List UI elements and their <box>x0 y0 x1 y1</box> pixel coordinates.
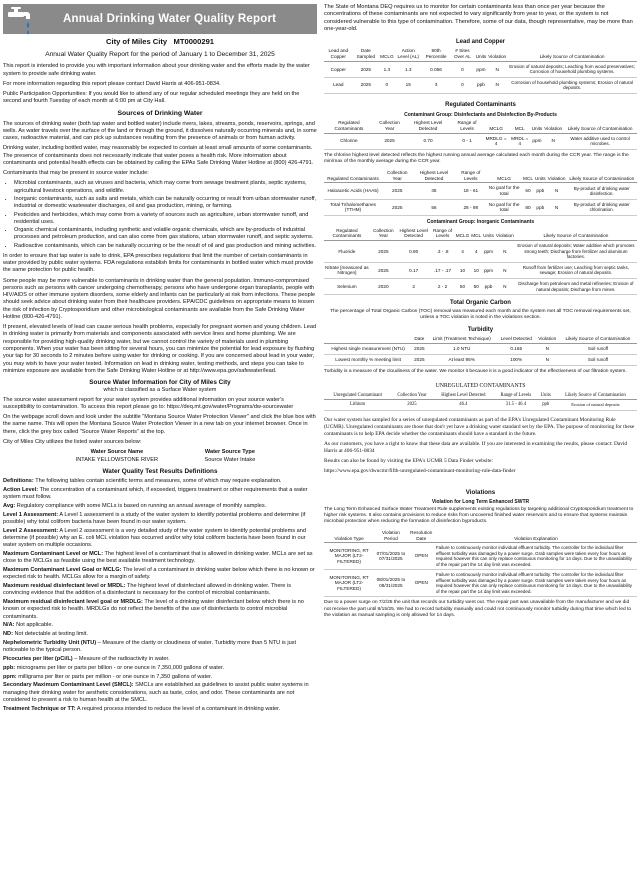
table-cell: 0.80 <box>397 241 430 262</box>
table-header: Water Source Type <box>204 449 255 456</box>
sources-paragraph: The sources of drinking water (both tap water and bottled water) include rivers, lakes, streams, ponds, reservoirs, springs, and wells. As water travels over the surface of the land or through the ground, it dissolves naturally occurring minerals and, in some cases, radioactive material, and can pick up substances resulting from the presence of animals or from human activity. <box>3 120 317 142</box>
definition-term: Level 2 Assessment: <box>3 527 59 534</box>
definition-text: Regulatory compliance with some MCLs is based on running an annual average of monthly samples. <box>16 502 267 509</box>
table-cell: Copper <box>324 61 353 77</box>
definition-item <box>3 631 317 638</box>
system-name <box>3 37 317 47</box>
table-cell: N <box>536 354 559 365</box>
dbp-table <box>324 169 637 216</box>
chlorine-table <box>324 119 637 150</box>
definition-item <box>3 551 317 566</box>
table-header-row <box>324 392 637 400</box>
table-header: Range of Levels <box>494 392 537 400</box>
table-header-row <box>324 169 637 183</box>
definition-item <box>3 503 317 510</box>
table-cell: ppb <box>534 183 547 199</box>
table-row <box>324 400 637 411</box>
definition-text: – Measure of the clarity or cloudiness of water. Turbidity more than 5 NTU is just noticeable to the typical person. <box>3 639 297 654</box>
table-cell: .17 - .17 <box>430 262 454 278</box>
definition-term: Action Level: <box>3 486 39 493</box>
table-cell: 2025 <box>382 183 413 199</box>
table-cell: 07/01/2025 to 07/31/2025 <box>374 543 408 570</box>
definition-text: The highest level of a contaminant that is allowed in drinking water. MCLs are set as close to the MCLGs as feasible using the best available treatment technology. <box>3 551 313 565</box>
definition-item <box>3 682 317 704</box>
table-cell: ppb <box>482 279 495 295</box>
table-cell: MONITORING, RT MAJOR (LT2-FILTERED) <box>324 543 374 570</box>
definition-term: Maximum residual disinfectant level goal or MRDLG: <box>3 599 143 606</box>
source-cell: Discharge from petroleum and metal refineries; Erosion of natural deposits; Discharge from mines. <box>515 279 637 295</box>
list-item: • Pesticides and herbicides, which may come from a variety of sources such as agriculture, urban stormwater runoff, and residential uses. <box>14 212 317 227</box>
pwsid: MT0000291 <box>173 37 215 46</box>
source-assessment-paragraph: The source water assessment report for your water system provides additional information on your source water's susceptibility to contamination. To access this report please go to: https://deq.mt.gov/water/Programs/dw-sourcewater <box>3 396 294 410</box>
monitoring-paragraph: The State of Montana DEQ requires us to monitor for certain contaminants less than once per year because the concentrations of these contaminants are not expected to vary significantly from year to year, or the system is not considered vulnerable to this type of contamination. Therefore, some of our data, though representative, may be more than one-year-old. <box>324 4 633 33</box>
table-cell: N <box>495 279 515 295</box>
table-header: Likely Source of Contamination <box>563 119 637 133</box>
table-header: Highest Level Detected <box>413 169 456 183</box>
table-row <box>324 133 637 149</box>
table-header: 90th Percentile <box>422 47 450 61</box>
table-header: # Sites Over AL <box>450 47 474 61</box>
table-header: Likely Source of Contamination <box>554 392 637 400</box>
table-header: Violation <box>495 227 515 241</box>
table-header: Units <box>534 169 547 183</box>
table-cell: 0.165 <box>497 344 536 355</box>
table-cell: 0 - 1 <box>451 133 484 149</box>
definition-term: ppb: <box>3 664 16 671</box>
table-cell: 2025 <box>370 262 397 278</box>
table-cell: Lithium <box>324 400 391 411</box>
table-header: Likely Source of Contamination <box>567 169 637 183</box>
definition-text: A Level 1 assessment is a study of the water system to identify potential problems and determine (if possible) why total coliform bacteria have been found in our water system. <box>3 511 306 525</box>
definition-term: Picocuries per liter (pCi/L) <box>3 655 73 662</box>
table-header: Likely Source of Contamination <box>515 227 637 241</box>
table-header: Violation <box>547 169 567 183</box>
table-header: Violation <box>543 119 563 133</box>
definition-item <box>3 487 317 502</box>
table-cell: 50 <box>455 279 471 295</box>
source-cell: Erosion of natural deposits <box>554 400 637 411</box>
definition-term: Avg: <box>3 502 16 509</box>
table-row <box>324 570 637 597</box>
table-header: Water Source Name <box>90 449 144 456</box>
table-cell: ppm <box>482 241 495 262</box>
violations-table <box>324 529 637 597</box>
table-cell: INTAKE YELLOWSTONE RIVER <box>75 456 159 463</box>
table-cell: OPEN <box>408 543 435 570</box>
definition-text: Not applicable. <box>16 622 54 629</box>
table-cell: OPEN <box>408 570 435 597</box>
definition-item <box>3 528 317 550</box>
list-item: • Inorganic contaminants, such as salts and metals, which can be naturally occurring or result from urban stormwater runoff, industrial or domestic wastewater discharges, oil and gas production, mining, or farming. <box>14 196 317 211</box>
definition-item <box>3 583 317 598</box>
source-viewer-paragraph: On the webpage scroll down and look under the subtitle "Montana Source Water Protection Viewer" and click the blue box with the same name. This will open the Montana Source Water Protection Viewer in a new tab on your internet browser. Once in there, click the grey box called "Source Water Reports" at the top. <box>3 414 316 435</box>
table-header: Collection Year <box>382 169 413 183</box>
source-cell: Erosion of natural deposits; Leaching from wood preservatives; Corrosion of household plumbing systems. <box>507 61 637 77</box>
table-cell: 4 <box>455 241 471 262</box>
definition-text: milligrams per liter or parts per million - or one ounce in 7,350 gallons of water. <box>18 673 213 680</box>
table-header: Collection Year <box>374 119 405 133</box>
definition-item <box>3 512 317 527</box>
table-cell: 2025 <box>382 199 413 215</box>
table-header: MCLG <box>379 47 395 61</box>
definitions-heading: Water Quality Test Results Definitions <box>102 467 218 475</box>
violations-title: Violations <box>465 489 496 497</box>
ucmr-finder: Results can also be found by visiting the EPA's UCMR 5 Data Finder website: <box>324 458 493 465</box>
table-cell: 56 <box>413 199 456 215</box>
definition-text: A required process intended to reduce the level of a contaminant in drinking water. <box>76 705 281 712</box>
definition-item <box>3 478 317 485</box>
table-cell: N <box>547 183 567 199</box>
table-header: MCL <box>522 169 534 183</box>
table-header: Violation Explanation <box>435 529 637 543</box>
turbidity-table <box>324 335 637 365</box>
list-item: • Microbial contaminants, such as viruses and bacteria, which may come from sewage treatment plants, septic systems, agricultural livestock operations, and wildlife. <box>14 180 317 195</box>
city-name: City of Miles City <box>105 37 168 46</box>
definition-text: SMCLs are established as guidelines to assist public water systems in managing their drinking water for aesthetic considerations, such as taste, color, and odor. These contaminants are not considered to present a risk to human health at the SMCL. <box>3 682 309 703</box>
contaminant-types-list <box>14 180 317 249</box>
table-cell: N <box>495 241 515 262</box>
table-cell: 1.3 <box>395 61 422 77</box>
table-cell: Lowest monthly % meeting limit <box>324 354 412 365</box>
definition-term: ND: <box>3 631 13 638</box>
table-header: MCLG <box>455 227 471 241</box>
table-header: Collection Year <box>370 227 397 241</box>
table-cell: 18 - 61 <box>455 183 486 199</box>
table-header: Resolution Date <box>408 529 435 543</box>
table-cell: No goal for the total <box>486 183 522 199</box>
ucmr-contact: As our customers, you have a right to know that these data are available. If you are interested in examining the results, please contact: David Harris at 406-951-0834 <box>324 441 628 455</box>
table-cell: ppb <box>538 400 554 411</box>
table-cell: Chlorine <box>324 133 374 149</box>
table-row <box>324 241 637 262</box>
table-header: Violation Period <box>374 529 408 543</box>
table-cell: 35 <box>413 183 456 199</box>
table-cell: N <box>547 199 567 215</box>
table-cell: 2025 <box>391 400 432 411</box>
table-cell: 0 <box>450 61 474 77</box>
left-column <box>3 4 317 882</box>
lead-copper-title: Lead and Copper <box>455 38 505 45</box>
right-column <box>324 4 637 882</box>
table-header <box>324 335 412 343</box>
table-cell: Source Water Intake <box>204 456 256 463</box>
table-row <box>324 344 637 355</box>
table-cell: 3 <box>422 77 450 93</box>
definition-term: Nephelometric Turbidity Unit (NTU) <box>3 639 97 646</box>
table-row <box>324 77 637 93</box>
unregulated-table <box>324 392 637 411</box>
definition-item <box>3 567 317 582</box>
definition-item <box>3 640 317 655</box>
toc-title: Total Organic Carbon <box>450 300 511 307</box>
source-cell: By-product of drinking water chlorination. <box>567 199 637 215</box>
table-cell: .3 - .8 <box>430 241 454 262</box>
table-header: Violation <box>487 47 507 61</box>
table-cell: N <box>536 344 559 355</box>
table-header: Date <box>412 335 427 343</box>
table-header: MCLG <box>483 119 509 133</box>
table-cell: 28 - 98 <box>455 199 486 215</box>
table-cell: 2 - 2 <box>430 279 454 295</box>
table-header: Level Detected <box>497 335 536 343</box>
table-cell: 1.3 <box>379 61 395 77</box>
ucmr-text <box>324 417 637 475</box>
lead-paragraph: If present, elevated levels of lead can cause serious health problems, especially for pregnant women and young children. Lead in drinking water is primarily from materials and components associated with service lines and home plumbing. We are responsible for providing high-quality drinking water, but we cannot control the variety of materials used in plumbing components. When your water has been sitting for several hours, you can minimize the potential for lead exposure by flushing your tap for 30 seconds to 2 minutes before using water for drinking or cooking. If you are concerned about lead in your water, you may wish to have your water tested. Information on lead in drinking water, testing methods, and steps you can take to minimize exposure are available from the Safe Drinking Water Hotline or at http://www.epa.gov/safewater/lead. <box>3 324 317 374</box>
definition-item <box>3 674 317 681</box>
table-cell: 10 <box>455 262 471 278</box>
chlorine-note: The chlorine highest level detected reflects the highest running annual average calculated each month during the CCR year. The range is the min/max of the monthly average during the CCR year. <box>324 153 629 165</box>
table-cell: MRDLG = 4 <box>483 133 509 149</box>
violations-footer: Due to a power surge on 7/2/25 the unit that records our turbidity went out. The repair part was unavailable from the manufacturer and we did not receive the part until 8/15/25. We had to record turbidity manually and could not continuously monitor turbidity during that time which led to the violation as manual sampling is only allowed for 14 days. <box>324 600 632 618</box>
table-header: Highest Level Detected <box>433 392 495 400</box>
table-cell: 0 <box>379 77 395 93</box>
table-cell: ppb <box>475 77 488 93</box>
definitions-list <box>3 478 317 713</box>
definition-term: N/A: <box>3 622 15 629</box>
epa-regulations-paragraph: In order to ensure that tap water is safe to drink, EPA prescribes regulations that limit the number of certain contaminants in water provided by public water systems. FDA regulations establish limits for contaminants in bottled water which must provide the same protection for public health. <box>3 252 314 274</box>
table-cell: MRDL = 4 <box>509 133 531 149</box>
definition-item <box>3 622 317 629</box>
regulated-title: Regulated Contaminants <box>445 101 516 108</box>
definition-item <box>3 665 317 672</box>
definition-term: Maximum Contaminant Level or MCL: <box>3 551 104 558</box>
table-header-row <box>324 119 637 133</box>
source-cell: Water additive used to control microbes. <box>563 133 637 149</box>
table-cell: 10 <box>470 262 482 278</box>
violations-subtitle: Violation for Long Term Enhanced SWTR <box>431 499 530 506</box>
table-header: Units <box>531 119 544 133</box>
table-cell: 60 <box>522 183 534 199</box>
table-header: Regulated Contaminants <box>324 169 382 183</box>
definition-text: Not detectable at testing limit. <box>14 631 88 638</box>
definition-item <box>3 706 317 713</box>
table-header: Regulated Contaminants <box>324 119 374 133</box>
table-cell: 2020 <box>370 279 397 295</box>
table-cell: 2025 <box>370 241 397 262</box>
inorganic-table <box>324 227 637 295</box>
meetings-paragraph: Public Participation Opportunities: If you would like to attend any of our regular scheduled meetings they are held on the second and fourth Tuesday of each month at 6:00 pm at City Hall. <box>3 91 300 105</box>
table-cell: 1.0 NTU <box>427 344 497 355</box>
source-list-intro: City of Miles City utilizes the listed water sources below: <box>3 439 142 445</box>
table-cell: 2025 <box>353 77 380 93</box>
definition-term: Secondary Maximum Contaminant Level (SMCL): <box>3 682 134 689</box>
list-item: • Organic chemical contaminants, including synthetic and volatile organic chemicals, which are by-products of industrial processes and petroleum production, and can also come from gas stations, urban stormwater runoff, and septic systems. <box>14 227 317 242</box>
table-row <box>324 262 637 278</box>
table-header: MCL <box>509 119 531 133</box>
definition-term: Maximum residual disinfectant level or MRDL: <box>3 583 126 590</box>
intro-paragraph: This report is intended to provide you with important information about your drinking water and the efforts made by the water system to provide safe drinking water. <box>3 63 310 77</box>
table-header: Range of Levels <box>455 169 486 183</box>
table-cell: 2 <box>397 279 430 295</box>
definition-item <box>3 656 317 663</box>
table-header: Unregulated Contaminant <box>324 392 391 400</box>
table-cell: N <box>487 61 507 77</box>
table-cell: 08/01/2025 to 08/31/2025 <box>374 570 408 597</box>
source-cell: Erosion of natural deposits; Water additive which promotes strong teeth; Discharge from fertilizer and aluminum factories. <box>515 241 637 262</box>
definition-text: The level of a contaminant in drinking water below which there is no known or expected risk to health. MCLGs allow for a margin of safety. <box>3 567 315 581</box>
table-cell: MONITORING, RT MAJOR (LT2-FILTERED) <box>324 570 374 597</box>
table-cell: N <box>487 77 507 93</box>
table-header-row <box>324 227 637 241</box>
table-cell: 0.056 <box>422 61 450 77</box>
dbp-group-label: Contaminant Group: Disinfectants and Disinfection By-Products <box>404 111 557 118</box>
table-cell: 0.70 <box>405 133 450 149</box>
definition-term: ppm: <box>3 673 17 680</box>
table-cell: 4 <box>470 241 482 262</box>
list-item: • Radioactive contaminants, which can be naturally occurring or be the result of oil and gas production and mining activities. <box>14 243 317 250</box>
table-cell: Highest single measurement (NTU) <box>324 344 412 355</box>
table-cell: 50 <box>470 279 482 295</box>
table-cell: Total Trihalomethanes (TTHM) <box>324 199 382 215</box>
definition-text: A Level 2 assessment is a very detailed study of the water system to identify potential problems and determine (if possible) why an E. coli MCL violation has occurred and/or why total coliform bacteria have been found in our water system on multiple occasions. <box>3 527 306 549</box>
table-header: Action Level (AL) <box>395 47 422 61</box>
source-cell: Soil runoff <box>559 354 637 365</box>
source-cell: Failure to continuously monitor individual effluent turbidity. The controller for the individual filter effluent turbidity was damaged by a power surge. Grab samples were taken every four hours as required however this can only replace continuous monitoring for 14 days. Due to the unavailability of the repair part the 14 day limit was exceeded. <box>435 543 637 570</box>
table-cell: ppm <box>475 61 488 77</box>
table-row <box>324 279 637 295</box>
definition-text: micrograms per liter or parts per billion - or one ounce in 7,350,000 gallons of water. <box>16 664 225 671</box>
violations-intro: The Long Term Enhanced Surface Water Treatment Rule supplements existing regulations by targeting additional Cryptosporidium treatment to higher risk systems. It also contains provisions to reduce risks from uncovered finished water reservoirs and to ensure that systems maintain microbial protection when reducing the formation of disinfection byproducts. <box>324 506 634 525</box>
definition-text: The highest level of disinfectant allowed in drinking water. There is convincing evidence that the addition of a disinfectant is necessary for the control of microbial contaminants. <box>3 583 291 597</box>
table-cell: ppm <box>482 262 495 278</box>
table-cell: ppb <box>534 199 547 215</box>
definition-term: Definitions: <box>3 478 34 485</box>
definition-text: – Measure of the radioactivity in water. <box>74 655 170 662</box>
table-header: Lead and Copper <box>324 47 353 61</box>
table-header: MCL <box>470 227 482 241</box>
ucmr-link[interactable]: https://www.epa.gov/dwucmr/fifth-unregulated-contaminant-monitoring-rule-data-finder <box>324 468 516 475</box>
table-header: Regulated Contaminants <box>324 227 370 241</box>
table-cell: Nitrate [measured as Nitrogen] <box>324 262 370 278</box>
table-cell: 80 <box>522 199 534 215</box>
sources-heading: Sources of Drinking Water <box>117 109 203 117</box>
table-header: Units <box>475 47 488 61</box>
table-cell: 15 <box>395 77 422 93</box>
table-cell: 31.5 - 46.4 <box>494 400 537 411</box>
definition-term: Maximum Contaminant Level Goal or MCLG: <box>3 567 122 574</box>
source-cell: By-product of drinking water disinfection. <box>567 183 637 199</box>
definition-text: The concentration of a contaminant which, if exceeded, triggers treatment or other requirements that a water system must follow. <box>3 486 308 501</box>
definition-term: Level 1 Assessment: <box>3 511 59 518</box>
table-cell: 2025 <box>374 133 405 149</box>
table-cell: N <box>543 133 563 149</box>
table-cell: ppm <box>531 133 544 149</box>
table-cell: No goal for the total <box>486 199 522 215</box>
table-row <box>324 543 637 570</box>
table-header: Violation <box>536 335 559 343</box>
table-header: Likely Source of Contamination <box>559 335 637 343</box>
table-cell: 100% <box>497 354 536 365</box>
table-cell: Selenium <box>324 279 370 295</box>
definition-text: The level of a drinking water disinfectant below which there is no known or expected risk to health. MRDLGs do not reflect the benefits of the use of disinfectants to control microbial contaminants. <box>3 599 304 620</box>
table-cell: 2025 <box>353 61 380 77</box>
turbidity-note: Turbidity is a measure of the cloudiness of the water. We monitor it because it is a good indicator of the effectiveness of our filtration system. <box>324 368 627 374</box>
water-source-table <box>47 449 273 464</box>
report-period: Annual Water Quality Report for the period of January 1 to December 31, 2025 <box>45 50 275 58</box>
inorganic-group-label: Contaminant Group: Inorganic Contaminants <box>426 219 535 226</box>
table-header: Violation Type <box>324 529 374 543</box>
table-header: Date Sampled <box>353 47 380 61</box>
table-cell: 2025 <box>412 354 427 365</box>
source-water-subheading: which is classified as a Surface Water system <box>103 387 217 394</box>
vulnerable-people-paragraph: Some people may be more vulnerable to contaminants in drinking water than the general population. Immuno-compromised persons such as persons with cancer undergoing chemotherapy, persons who have undergone organ transplants, people with HIV/AIDS or other immune system disorders, some elderly and infants can be particularly at risk from infections. These people should seek advice about drinking water from their healthcare providers. EPA/CDC guidelines on appropriate means to lessen the risk of infection by Cryptosporidium and other microbiological contaminants are available from the Safe Drinking Water Hotline (800-426-4791). <box>3 277 316 320</box>
ucmr-paragraph: Our water system has sampled for a series of unregulated contaminants as part of the EPA's Unregulated Contaminant Monitoring Rule (UCMR). Unregulated contaminants are those that don't yet have a drinking water standard set by the EPA. The purpose of monitoring for these contaminants is to help EPA decide whether the contaminants should have a standard in the future. <box>324 417 635 438</box>
table-header: Collection Year <box>391 392 432 400</box>
table-row <box>324 199 637 215</box>
table-header: Units <box>482 227 495 241</box>
source-water-heading: Source Water Information for City of Miles City <box>89 379 231 387</box>
table-header: Highest Level Detected <box>397 227 430 241</box>
report-banner <box>3 4 317 34</box>
table-header-row <box>324 529 637 543</box>
table-row <box>324 354 637 365</box>
toc-text: The percentage of Total Organic Carbon (TOC) removal was measured each month and the system met all TOC removal requirements set, unless a TOC violation is noted in the violations section. <box>330 308 631 321</box>
turbidity-title: Turbidity <box>467 326 494 333</box>
table-row <box>324 183 637 199</box>
table-header-row <box>324 335 637 343</box>
table-header: Limit (Treatment Technique) <box>427 335 497 343</box>
table-header: MCLG <box>486 169 522 183</box>
definition-text: The following tables contain scientific terms and measures, some of which may require explanation. <box>35 478 282 485</box>
definition-term: Treatment Technique or TT: <box>3 705 76 712</box>
contaminants-list-intro: Contaminants that may be present in source water include: <box>3 170 149 177</box>
table-header-row <box>324 47 637 61</box>
table-cell: Fluoride <box>324 241 370 262</box>
table-row <box>47 457 273 464</box>
faucet-icon <box>5 6 35 36</box>
contaminants-paragraph: Drinking water, including bottled water, may reasonably be expected to contain at least small amounts of some contaminants. The presence of contaminants does not necessarily indicate that water poses a health risk. More information about contaminants and potential health effects can be obtained by calling the EPAs Safe Drinking Water Hotline at (800) 426-4791. <box>3 145 314 166</box>
source-cell: Corrosion of household plumbing systems; Erosion of natural deposits. <box>507 77 637 93</box>
contact-paragraph: For more information regarding this report please contact David Harris at 406-951-0834. <box>3 80 221 87</box>
table-cell: 2025 <box>412 344 427 355</box>
table-header: Likely Source of Contamination <box>507 47 637 61</box>
table-cell: Lead <box>324 77 353 93</box>
table-header: Units <box>538 392 554 400</box>
table-cell: Haloacetic Acids (HAA5) <box>324 183 382 199</box>
definition-item <box>3 599 317 621</box>
source-cell: Failure to continuously monitor individual effluent turbidity. The controller for the individual filter effluent turbidity was damaged by a power surge. Grab samples were taken every four hours as required however this can only replace continuous monitoring for 14 days. Due to the unavailability of the repair part the 14 day limit was exceeded. <box>435 570 637 597</box>
table-cell: N <box>495 262 515 278</box>
table-header: Range of Levels <box>451 119 484 133</box>
table-cell: 0.17 <box>397 262 430 278</box>
table-cell: At least 95% <box>427 354 497 365</box>
report-title: Annual Drinking Water Quality Report <box>63 12 277 25</box>
table-cell: 46.4 <box>433 400 495 411</box>
source-cell: Runoff from fertilizer use; Leaching from septic tanks, sewage; Erosion of natural deposits. <box>515 262 637 278</box>
table-row <box>324 61 637 77</box>
table-header: Highest Level Detected <box>405 119 450 133</box>
table-header: Range of Levels <box>430 227 454 241</box>
source-cell: Soil runoff <box>559 344 637 355</box>
unregulated-title: UNREGULATED CONTAMINANTS <box>435 383 526 389</box>
table-cell: 0 <box>450 77 474 93</box>
lead-copper-table <box>324 47 637 93</box>
